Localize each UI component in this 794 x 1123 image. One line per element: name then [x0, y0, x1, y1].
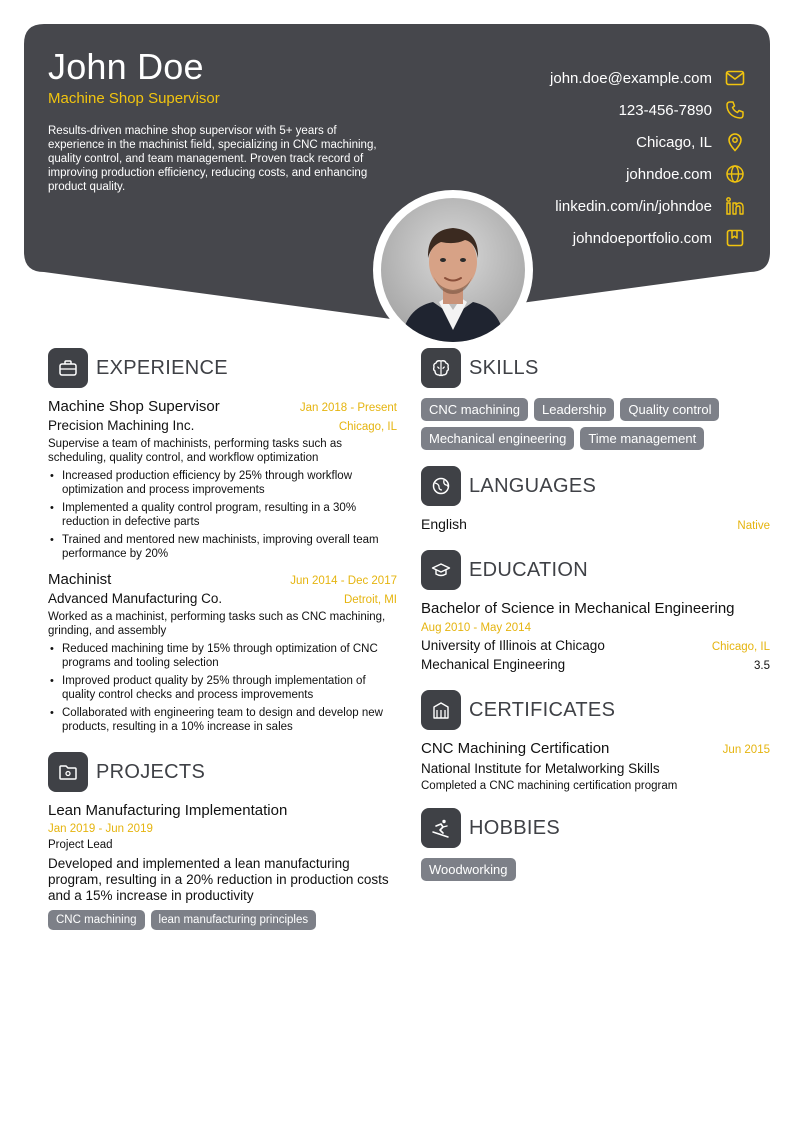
location-pin-icon: [724, 131, 746, 153]
job-title: Machine Shop Supervisor: [48, 398, 220, 415]
education-heading: EDUCATION: [469, 558, 588, 581]
education-date: Aug 2010 - May 2014: [421, 622, 531, 634]
job-date: Jun 2014 - Dec 2017: [290, 575, 397, 587]
profile-summary: Results-driven machine shop supervisor with 5+ years of experience in the machinist field, specializing in CNC machining, quality control, and team management. Proven track record of improving production efficiency, reducing costs, and enhancing product quality.: [48, 125, 377, 193]
achievement-item: • Increased production efficiency by 25% through workflow optimization and process improvements: [48, 469, 397, 497]
candidate-title: Machine Shop Supervisor: [48, 90, 220, 107]
gpa: 3.5: [754, 660, 770, 672]
degree: Bachelor of Science in Mechanical Engineering: [421, 600, 735, 617]
brain-icon: [421, 348, 461, 388]
project-role: Project Lead: [48, 839, 113, 851]
experience-entry: [48, 571, 397, 734]
contact-location-text: Chicago, IL: [636, 133, 712, 151]
contact-portfolio[interactable]: [550, 222, 746, 254]
certificate-building-icon: [421, 690, 461, 730]
school-location: Chicago, IL: [711, 641, 770, 653]
graduation-cap-icon: [421, 550, 461, 590]
folder-icon: [48, 752, 88, 792]
experience-entry: [48, 398, 397, 561]
contact-website-text[interactable]: johndoe.com: [626, 165, 712, 183]
skill-tag: Leadership: [534, 398, 614, 421]
achievement-item: • Trained and mentored new machinists, improving overall team performance by 20%: [48, 533, 397, 561]
contact-linkedin-text[interactable]: linkedin.com/in/johndoe: [555, 197, 712, 215]
skill-tag: Mechanical engineering: [421, 427, 574, 450]
certificates-heading: CERTIFICATES: [469, 698, 616, 721]
experience-section-header: [48, 348, 397, 388]
contact-portfolio-text[interactable]: johndoeportfolio.com: [572, 229, 712, 247]
project-description: Developed and implemented a lean manufacturing program, resulting in a 20% reduction in production costs and a 15% increase in productivity: [48, 856, 389, 903]
contact-phone[interactable]: [550, 94, 746, 126]
achievement-item: • Improved product quality by 25% through implementation of quality control checks and process improvements: [48, 674, 397, 702]
project-title: Lean Manufacturing Implementation: [48, 802, 288, 819]
candidate-name: John Doe: [48, 46, 204, 87]
language-icon: [421, 466, 461, 506]
projects-section-header: [48, 752, 397, 792]
education-entry: [421, 600, 770, 672]
job-achievements: [48, 642, 397, 734]
project-entry: [48, 802, 397, 936]
job-title: Machinist: [48, 571, 112, 588]
certificate-issuer: National Institute for Metalworking Skills: [421, 761, 660, 776]
certificate-entry: [421, 740, 770, 792]
mail-icon: [724, 67, 746, 89]
major: Mechanical Engineering: [421, 657, 566, 672]
certificate-date: Jun 2015: [722, 744, 770, 756]
contact-linkedin[interactable]: [550, 190, 746, 222]
contact-location: [550, 126, 746, 158]
certificate-name: CNC Machining Certification: [421, 740, 610, 757]
languages-heading: LANGUAGES: [469, 474, 597, 497]
linkedin-icon: [724, 195, 746, 217]
project-date: Jan 2019 - Jun 2019: [48, 823, 153, 835]
contact-website[interactable]: [550, 158, 746, 190]
hobbies-section-header: [421, 808, 770, 848]
projects-heading: PROJECTS: [96, 760, 206, 783]
project-tag: CNC machining: [48, 910, 145, 930]
job-description: Worked as a machinist, performing tasks such as CNC machining, grinding, and assembly: [48, 611, 386, 637]
language-item: [421, 516, 770, 532]
job-date: Jan 2018 - Present: [299, 402, 397, 414]
skills-list: [421, 398, 770, 456]
job-location: Detroit, MI: [343, 594, 397, 606]
job-company: Advanced Manufacturing Co.: [48, 591, 223, 606]
globe-icon: [724, 163, 746, 185]
profile-photo: [381, 198, 525, 342]
skill-tag: Time management: [580, 427, 704, 450]
project-tags: [48, 910, 397, 936]
left-column: [48, 348, 397, 936]
hobbies-heading: HOBBIES: [469, 816, 561, 839]
achievement-item: • Reduced machining time by 15% through optimization of CNC programs and tooling selection: [48, 642, 397, 670]
portfolio-icon: [724, 227, 746, 249]
hobbies-list: [421, 858, 770, 887]
certificates-section-header: [421, 690, 770, 730]
language-level: Native: [737, 520, 770, 532]
contact-email[interactable]: [550, 62, 746, 94]
skill-tag: Quality control: [620, 398, 719, 421]
education-section-header: [421, 550, 770, 590]
job-description: Supervise a team of machinists, performing tasks such as scheduling, quality control, and workflow optimization: [48, 438, 343, 464]
right-column: [421, 348, 770, 887]
achievement-item: • Implemented a quality control program, resulting in a 30% reduction in defective parts: [48, 501, 397, 529]
phone-icon: [724, 99, 746, 121]
certificate-description: Completed a CNC machining certification program: [421, 780, 678, 792]
skiing-icon: [421, 808, 461, 848]
contact-phone-text[interactable]: 123-456-7890: [618, 101, 712, 119]
language-name: English: [421, 516, 467, 532]
hobby-tag: Woodworking: [421, 858, 516, 881]
achievement-item: • Collaborated with engineering team to design and develop new products, resulting in a 10% increase in sales: [48, 706, 397, 734]
experience-heading: EXPERIENCE: [96, 356, 228, 379]
contact-list: [550, 62, 746, 254]
languages-section-header: [421, 466, 770, 506]
briefcase-icon: [48, 348, 88, 388]
job-company: Precision Machining Inc.: [48, 418, 195, 433]
school-name: University of Illinois at Chicago: [421, 638, 605, 653]
project-tag: lean manufacturing principles: [151, 910, 317, 930]
job-location: Chicago, IL: [338, 421, 397, 433]
skills-heading: SKILLS: [469, 356, 539, 379]
skill-tag: CNC machining: [421, 398, 528, 421]
job-achievements: [48, 469, 397, 561]
contact-email-text[interactable]: john.doe@example.com: [550, 69, 712, 87]
skills-section-header: [421, 348, 770, 388]
